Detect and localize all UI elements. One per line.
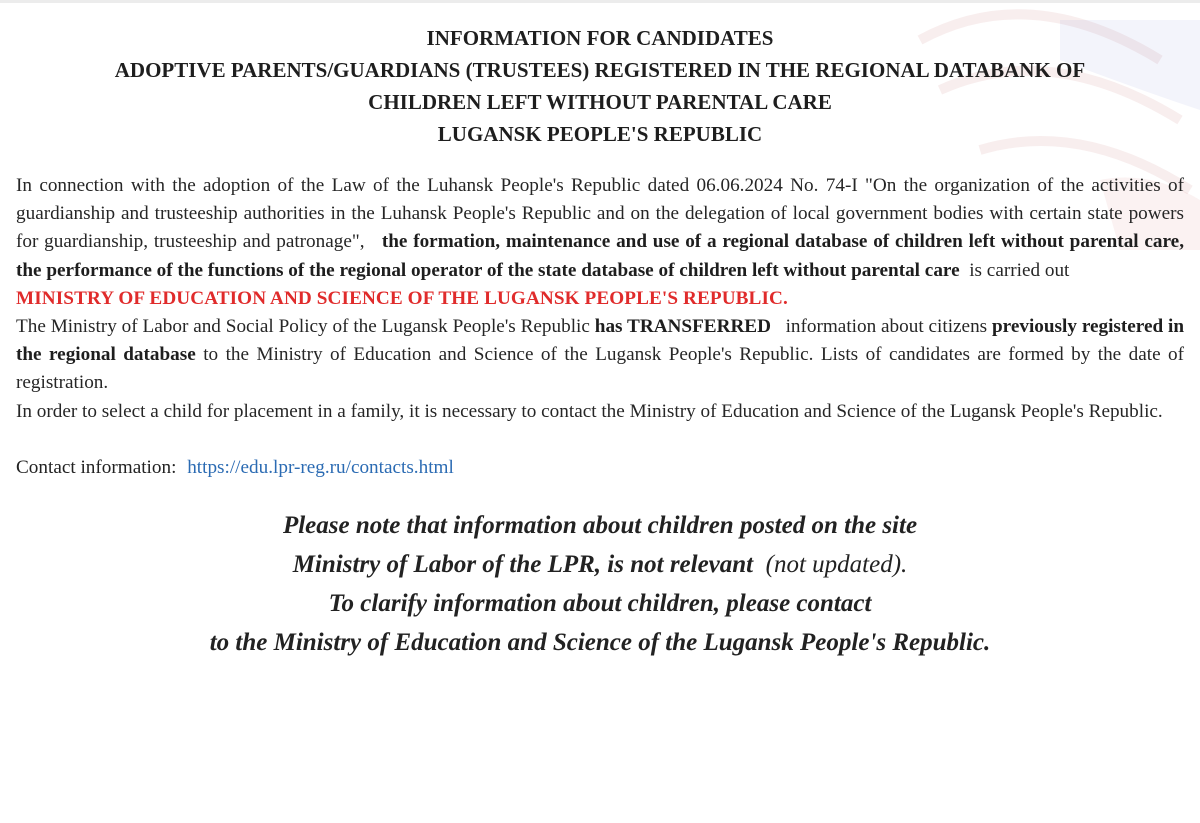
top-divider xyxy=(0,0,1200,3)
notice-line-2 xyxy=(16,545,1184,584)
document-heading xyxy=(16,22,1184,150)
ministry-red-heading: MINISTRY OF EDUCATION AND SCIENCE OF THE LUGANSK PEOPLE'S REPUBLIC. xyxy=(16,287,788,309)
paragraph-2-bold-1: has TRANSFERRED xyxy=(594,316,771,338)
notice-line-3: To clarify information about children, please contact xyxy=(328,589,872,617)
contact-information xyxy=(16,454,1184,482)
paragraph-2-part-3: to the Ministry of Education and Science of the Lugansk People's Republic. Lists of candidates are formed by the date of registration. xyxy=(16,344,1185,394)
paragraph-2-part-1: The Ministry of Labor and Social Policy of the Lugansk People's Republic xyxy=(16,316,590,338)
notice-block xyxy=(16,506,1184,662)
document-body xyxy=(16,172,1184,426)
document-page xyxy=(16,22,1184,662)
contact-label: Contact information: xyxy=(16,456,177,478)
notice-line-2-bold: Ministry of Labor of the LPR, is not relevant xyxy=(292,550,754,578)
paragraph-transfer xyxy=(16,313,1184,398)
heading-line-1: INFORMATION FOR CANDIDATES xyxy=(426,26,774,50)
paragraph-1-tail: is carried out xyxy=(969,259,1070,281)
paragraph-2-bold-2: previously registered in the regional database xyxy=(16,316,1185,366)
notice-line-2-light: (not updated). xyxy=(765,550,908,578)
paragraph-2-part-2: information about citizens xyxy=(785,316,988,338)
paragraph-law-adoption xyxy=(16,172,1184,285)
heading-line-4: LUGANSK PEOPLE'S REPUBLIC xyxy=(437,122,763,146)
paragraph-1-bold: the formation, maintenance and use of a regional database of children left without parental care, the performance of the functions of the regional operator of the state database of children left without parental care xyxy=(16,231,1184,281)
notice-line-1: Please note that information about children posted on the site xyxy=(282,511,918,539)
notice-line-4: to the Ministry of Education and Science of the Lugansk People's Republic. xyxy=(209,628,991,656)
contact-link[interactable]: https://edu.lpr-reg.ru/contacts.html xyxy=(187,456,454,478)
paragraph-contact-ministry: In order to select a child for placement in a family, it is necessary to contact the Ministry of Education and Science of the Lugansk People's Republic. xyxy=(16,400,1163,422)
paragraph-1-intro: In connection with the adoption of the Law of the Luhansk People's Republic dated 06.06.2024 No. 74-I "On the organization of the activities of guardianship and trusteeship authorities in the Luhansk People's Republic and on the delegation of local government bodies with certain state powers for guardianship, trusteeship and patronage", xyxy=(16,175,1184,253)
heading-line-3: CHILDREN LEFT WITHOUT PARENTAL CARE xyxy=(368,90,832,114)
heading-line-2: ADOPTIVE PARENTS/GUARDIANS (TRUSTEES) REGISTERED IN THE REGIONAL DATABANK OF xyxy=(114,58,1086,82)
